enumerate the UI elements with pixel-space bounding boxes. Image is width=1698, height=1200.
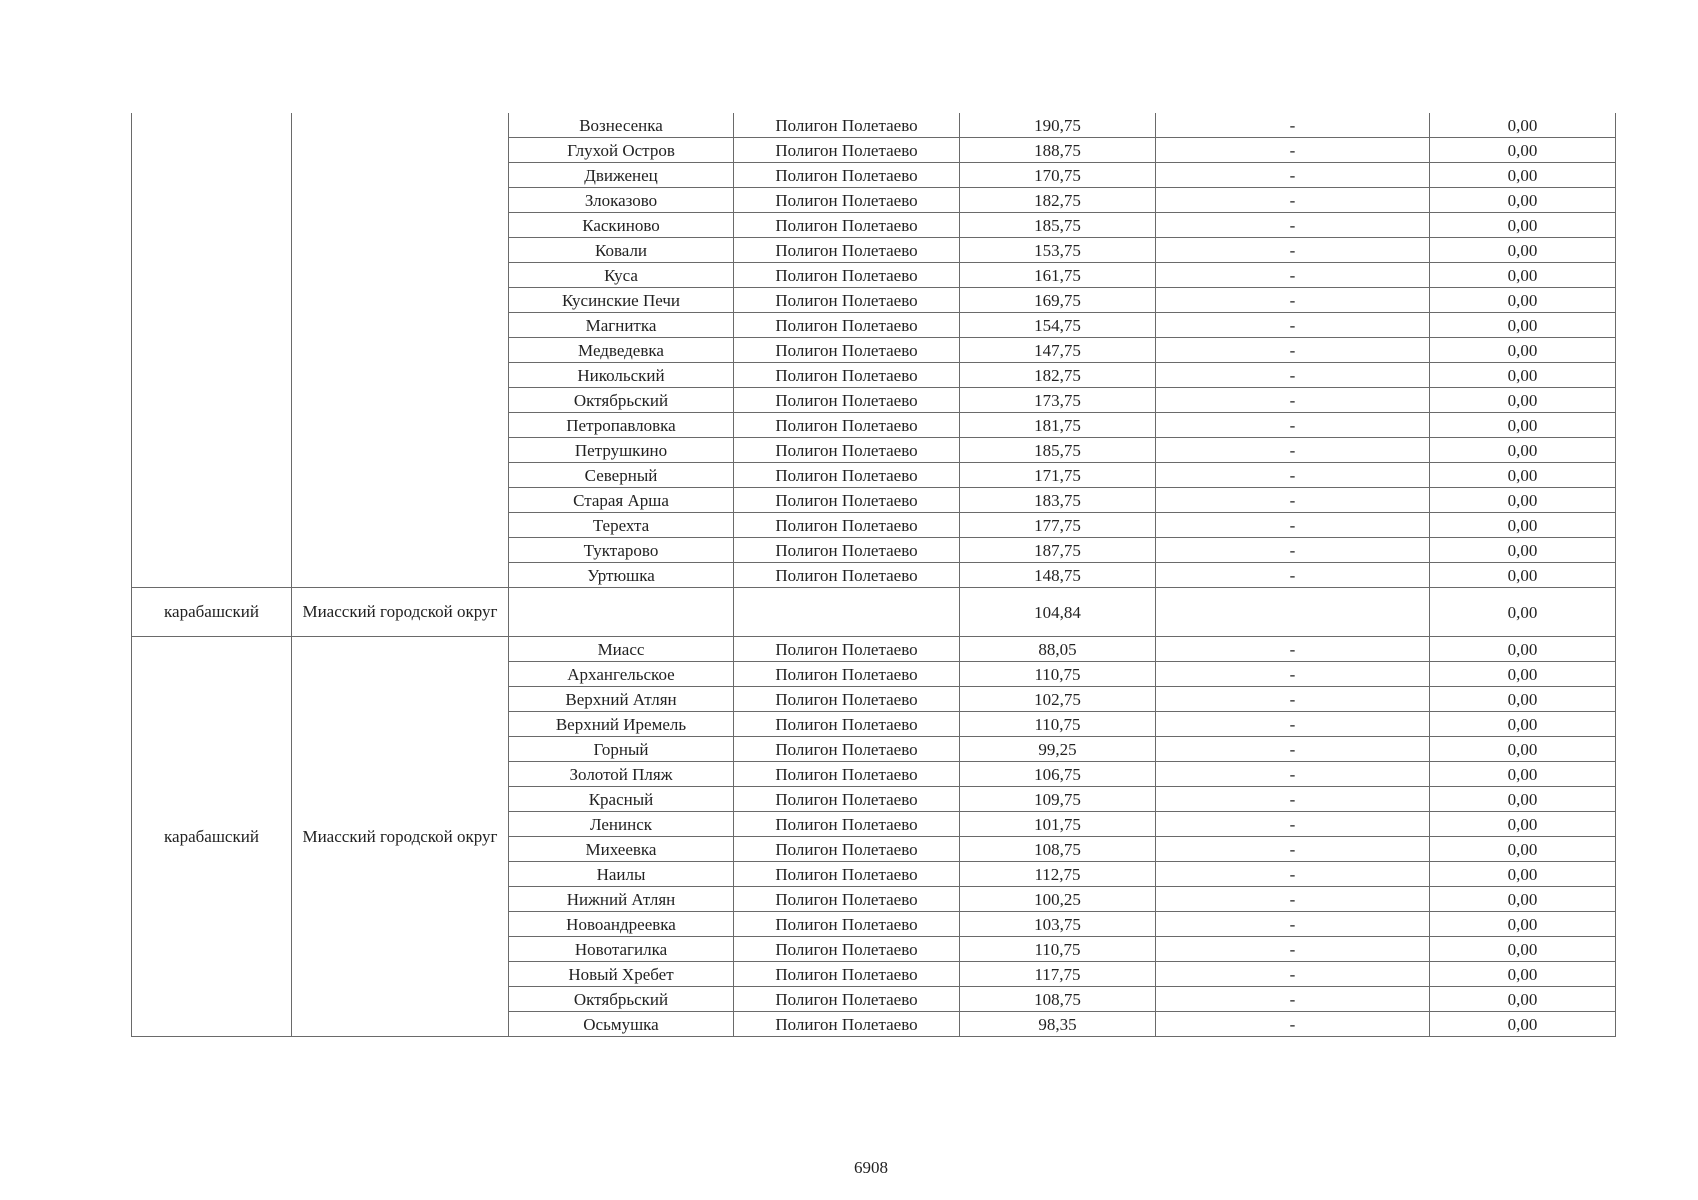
distance-cell: 108,75 xyxy=(960,987,1156,1012)
facility-cell xyxy=(734,588,960,637)
facility-cell: Полигон Полетаево xyxy=(734,737,960,762)
mark-cell: - xyxy=(1156,338,1430,363)
facility-cell: Полигон Полетаево xyxy=(734,662,960,687)
settlement-cell: Горный xyxy=(509,737,734,762)
distance-cell: 154,75 xyxy=(960,313,1156,338)
distance-cell: 181,75 xyxy=(960,413,1156,438)
facility-cell: Полигон Полетаево xyxy=(734,288,960,313)
settlement-cell: Терехта xyxy=(509,513,734,538)
settlement-cell: Золотой Пляж xyxy=(509,762,734,787)
mark-cell: - xyxy=(1156,662,1430,687)
distance-cell: 108,75 xyxy=(960,837,1156,862)
mark-cell: - xyxy=(1156,113,1430,138)
mark-cell: - xyxy=(1156,138,1430,163)
distance-cell: 185,75 xyxy=(960,213,1156,238)
mark-cell: - xyxy=(1156,413,1430,438)
value-cell: 0,00 xyxy=(1430,837,1616,862)
settlement-cell: Куса xyxy=(509,263,734,288)
settlement-cell: Петрушкино xyxy=(509,438,734,463)
settlement-cell: Миасс xyxy=(509,637,734,662)
distance-cell: 183,75 xyxy=(960,488,1156,513)
settlement-cell: Старая Арша xyxy=(509,488,734,513)
value-cell: 0,00 xyxy=(1430,563,1616,588)
distance-cell: 161,75 xyxy=(960,263,1156,288)
mark-cell: - xyxy=(1156,288,1430,313)
mark-cell: - xyxy=(1156,513,1430,538)
value-cell: 0,00 xyxy=(1430,588,1616,637)
distance-cell: 182,75 xyxy=(960,363,1156,388)
distance-cell: 100,25 xyxy=(960,887,1156,912)
value-cell: 0,00 xyxy=(1430,213,1616,238)
mark-cell: - xyxy=(1156,762,1430,787)
value-cell: 0,00 xyxy=(1430,138,1616,163)
value-cell: 0,00 xyxy=(1430,987,1616,1012)
mark-cell: - xyxy=(1156,163,1430,188)
facility-cell: Полигон Полетаево xyxy=(734,1012,960,1037)
facility-cell: Полигон Полетаево xyxy=(734,463,960,488)
facility-cell: Полигон Полетаево xyxy=(734,787,960,812)
settlement-cell xyxy=(509,588,734,637)
value-cell: 0,00 xyxy=(1430,687,1616,712)
settlement-cell: Медведевка xyxy=(509,338,734,363)
distance-table xyxy=(131,113,1616,1037)
settlement-cell: Вознесенка xyxy=(509,113,734,138)
value-cell: 0,00 xyxy=(1430,812,1616,837)
facility-cell: Полигон Полетаево xyxy=(734,338,960,363)
mark-cell: - xyxy=(1156,937,1430,962)
facility-cell: Полигон Полетаево xyxy=(734,513,960,538)
value-cell: 0,00 xyxy=(1430,388,1616,413)
value-cell: 0,00 xyxy=(1430,288,1616,313)
value-cell: 0,00 xyxy=(1430,662,1616,687)
distance-cell: 110,75 xyxy=(960,712,1156,737)
distance-cell: 148,75 xyxy=(960,563,1156,588)
settlement-cell: Наилы xyxy=(509,862,734,887)
distance-cell: 185,75 xyxy=(960,438,1156,463)
facility-cell: Полигон Полетаево xyxy=(734,762,960,787)
mark-cell: - xyxy=(1156,712,1430,737)
mark-cell: - xyxy=(1156,188,1430,213)
mark-cell: - xyxy=(1156,862,1430,887)
facility-cell: Полигон Полетаево xyxy=(734,213,960,238)
facility-cell: Полигон Полетаево xyxy=(734,812,960,837)
settlement-cell: Северный xyxy=(509,463,734,488)
settlement-cell: Верхний Иремель xyxy=(509,712,734,737)
mark-cell: - xyxy=(1156,812,1430,837)
distance-cell: 187,75 xyxy=(960,538,1156,563)
mark-cell: - xyxy=(1156,912,1430,937)
distance-cell: 147,75 xyxy=(960,338,1156,363)
value-cell: 0,00 xyxy=(1430,488,1616,513)
value-cell: 0,00 xyxy=(1430,463,1616,488)
mark-cell: - xyxy=(1156,538,1430,563)
facility-cell: Полигон Полетаево xyxy=(734,363,960,388)
distance-cell: 102,75 xyxy=(960,687,1156,712)
value-cell: 0,00 xyxy=(1430,962,1616,987)
mark-cell: - xyxy=(1156,887,1430,912)
settlement-cell: Движенец xyxy=(509,163,734,188)
mark-cell: - xyxy=(1156,388,1430,413)
value-cell: 0,00 xyxy=(1430,1012,1616,1037)
distance-cell: 110,75 xyxy=(960,662,1156,687)
settlement-cell: Октябрьский xyxy=(509,388,734,413)
value-cell: 0,00 xyxy=(1430,313,1616,338)
distance-cell: 177,75 xyxy=(960,513,1156,538)
distance-cell: 103,75 xyxy=(960,912,1156,937)
distance-cell: 170,75 xyxy=(960,163,1156,188)
distance-cell: 98,35 xyxy=(960,1012,1156,1037)
distance-cell: 182,75 xyxy=(960,188,1156,213)
settlement-cell: Ковали xyxy=(509,238,734,263)
facility-cell: Полигон Полетаево xyxy=(734,887,960,912)
table-row xyxy=(132,637,1616,662)
mark-cell: - xyxy=(1156,363,1430,388)
distance-cell: 188,75 xyxy=(960,138,1156,163)
value-cell: 0,00 xyxy=(1430,188,1616,213)
facility-cell: Полигон Полетаево xyxy=(734,113,960,138)
facility-cell: Полигон Полетаево xyxy=(734,163,960,188)
distance-cell: 99,25 xyxy=(960,737,1156,762)
settlement-cell: Нижний Атлян xyxy=(509,887,734,912)
mark-cell: - xyxy=(1156,263,1430,288)
value-cell: 0,00 xyxy=(1430,912,1616,937)
settlement-cell: Михеевка xyxy=(509,837,734,862)
value-cell: 0,00 xyxy=(1430,787,1616,812)
distance-cell: 106,75 xyxy=(960,762,1156,787)
mark-cell: - xyxy=(1156,313,1430,338)
facility-cell: Полигон Полетаево xyxy=(734,188,960,213)
value-cell: 0,00 xyxy=(1430,363,1616,388)
facility-cell: Полигон Полетаево xyxy=(734,987,960,1012)
mark-cell: - xyxy=(1156,563,1430,588)
table-row xyxy=(132,588,1616,637)
distance-cell: 169,75 xyxy=(960,288,1156,313)
facility-cell: Полигон Полетаево xyxy=(734,563,960,588)
mark-cell: - xyxy=(1156,787,1430,812)
settlement-cell: Верхний Атлян xyxy=(509,687,734,712)
settlement-cell: Новотагилка xyxy=(509,937,734,962)
distance-cell: 109,75 xyxy=(960,787,1156,812)
value-cell: 0,00 xyxy=(1430,438,1616,463)
facility-cell: Полигон Полетаево xyxy=(734,962,960,987)
value-cell: 0,00 xyxy=(1430,862,1616,887)
distance-cell: 190,75 xyxy=(960,113,1156,138)
value-cell: 0,00 xyxy=(1430,413,1616,438)
mark-cell: - xyxy=(1156,837,1430,862)
settlement-cell: Злоказово xyxy=(509,188,734,213)
mark-cell: - xyxy=(1156,463,1430,488)
mark-cell: - xyxy=(1156,213,1430,238)
value-cell: 0,00 xyxy=(1430,937,1616,962)
mark-cell: - xyxy=(1156,637,1430,662)
distance-cell: 153,75 xyxy=(960,238,1156,263)
distance-cell: 117,75 xyxy=(960,962,1156,987)
settlement-cell: Петропавловка xyxy=(509,413,734,438)
facility-cell: Полигон Полетаево xyxy=(734,712,960,737)
region-cell: карабашский xyxy=(132,637,292,1037)
settlement-cell: Кусинские Печи xyxy=(509,288,734,313)
mark-cell: - xyxy=(1156,737,1430,762)
settlement-cell: Туктарово xyxy=(509,538,734,563)
district-cell: Миасский городской округ xyxy=(292,637,509,1037)
distance-cell: 88,05 xyxy=(960,637,1156,662)
distance-cell: 101,75 xyxy=(960,812,1156,837)
facility-cell: Полигон Полетаево xyxy=(734,313,960,338)
facility-cell: Полигон Полетаево xyxy=(734,912,960,937)
facility-cell: Полигон Полетаево xyxy=(734,862,960,887)
facility-cell: Полигон Полетаево xyxy=(734,488,960,513)
settlement-cell: Осьмушка xyxy=(509,1012,734,1037)
settlement-cell: Уртюшка xyxy=(509,563,734,588)
district-cell: Миасский городской округ xyxy=(292,588,509,637)
mark-cell: - xyxy=(1156,987,1430,1012)
value-cell: 0,00 xyxy=(1430,637,1616,662)
settlement-cell: Ленинск xyxy=(509,812,734,837)
mark-cell: - xyxy=(1156,962,1430,987)
value-cell: 0,00 xyxy=(1430,113,1616,138)
facility-cell: Полигон Полетаево xyxy=(734,837,960,862)
distance-cell: 173,75 xyxy=(960,388,1156,413)
value-cell: 0,00 xyxy=(1430,538,1616,563)
mark-cell xyxy=(1156,588,1430,637)
value-cell: 0,00 xyxy=(1430,712,1616,737)
facility-cell: Полигон Полетаево xyxy=(734,238,960,263)
value-cell: 0,00 xyxy=(1430,238,1616,263)
distance-cell: 104,84 xyxy=(960,588,1156,637)
settlement-cell: Глухой Остров xyxy=(509,138,734,163)
value-cell: 0,00 xyxy=(1430,887,1616,912)
district-cell xyxy=(292,113,509,588)
value-cell: 0,00 xyxy=(1430,762,1616,787)
value-cell: 0,00 xyxy=(1430,263,1616,288)
facility-cell: Полигон Полетаево xyxy=(734,138,960,163)
region-cell xyxy=(132,113,292,588)
table-row xyxy=(132,113,1616,138)
mark-cell: - xyxy=(1156,238,1430,263)
settlement-cell: Никольский xyxy=(509,363,734,388)
distance-cell: 171,75 xyxy=(960,463,1156,488)
facility-cell: Полигон Полетаево xyxy=(734,637,960,662)
facility-cell: Полигон Полетаево xyxy=(734,937,960,962)
settlement-cell: Архангельское xyxy=(509,662,734,687)
facility-cell: Полигон Полетаево xyxy=(734,263,960,288)
mark-cell: - xyxy=(1156,488,1430,513)
facility-cell: Полигон Полетаево xyxy=(734,687,960,712)
distance-cell: 110,75 xyxy=(960,937,1156,962)
settlement-cell: Красный xyxy=(509,787,734,812)
settlement-cell: Новый Хребет xyxy=(509,962,734,987)
value-cell: 0,00 xyxy=(1430,163,1616,188)
distance-cell: 112,75 xyxy=(960,862,1156,887)
mark-cell: - xyxy=(1156,438,1430,463)
mark-cell: - xyxy=(1156,687,1430,712)
page-number: 6908 xyxy=(854,1158,888,1177)
facility-cell: Полигон Полетаево xyxy=(734,438,960,463)
settlement-cell: Каскиново xyxy=(509,213,734,238)
settlement-cell: Новоандреевка xyxy=(509,912,734,937)
settlement-cell: Октябрьский xyxy=(509,987,734,1012)
value-cell: 0,00 xyxy=(1430,338,1616,363)
value-cell: 0,00 xyxy=(1430,513,1616,538)
settlement-cell: Магнитка xyxy=(509,313,734,338)
value-cell: 0,00 xyxy=(1430,737,1616,762)
facility-cell: Полигон Полетаево xyxy=(734,413,960,438)
region-cell: карабашский xyxy=(132,588,292,637)
facility-cell: Полигон Полетаево xyxy=(734,388,960,413)
mark-cell: - xyxy=(1156,1012,1430,1037)
facility-cell: Полигон Полетаево xyxy=(734,538,960,563)
